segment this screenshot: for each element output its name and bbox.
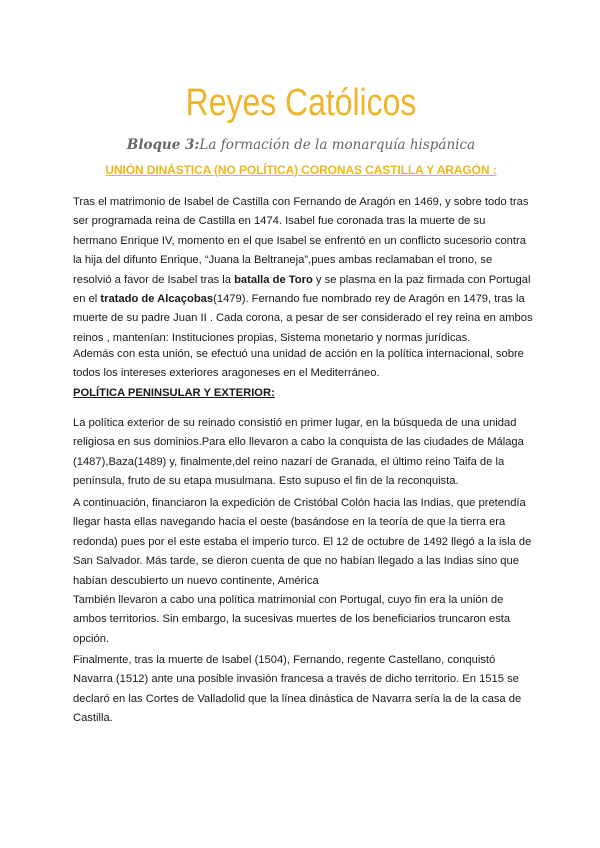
section-heading-politica: POLÍTICA PENINSULAR Y EXTERIOR: [73,387,275,399]
text-line [73,271,529,290]
text-line: Finalmente, tras la muerte de Isabel (1504), Fernando, regente Castellano, conquistó [73,654,496,666]
text-line: Tras el matrimonio de Isabel de Castilla con Fernando de Aragón en 1469, y sobre todo tras [73,196,529,208]
text-run: y se plasma en la paz firmada con Portugal [312,273,531,286]
text-line: reinos , mantenían: Instituciones propias, Sistema monetario y normas jurídicas. [73,331,471,344]
text-line: La política exterior de su reinado consistió en primer lugar, en la búsqueda de una unidad [73,417,517,429]
page-title: Reyes Católicos [185,82,417,124]
paragraph-religious-unity [73,414,529,492]
text-line: llegar hasta ellas navegando hacia el oeste (basándose en la teoría de que la tierra era [73,516,506,529]
section-heading-union: UNIÓN DINÁSTICA (NO POLÍTICA) CORONAS CASTILLA Y ARAGÓN : [105,163,497,177]
text-line: ambos territorios. Sin embargo, la sucesivas muertes de los beneficiarios truncaron esta [73,613,511,626]
text-line: San Salvador. Más tarde, se dieron cuenta de que no habían llegado a las Indias sino que [73,555,519,568]
text-line: muerte de su padre Juan II . Cada corona, a pesar de ser considerado el rey reina en ambos [73,312,533,325]
text-line: religiosa en sus dominios.Para ello llevaron a cabo la conquista de las ciudades de Málaga [73,436,524,449]
treaty-alcacobas: tratado de Alcaçobas [100,293,214,306]
text-run: resolvió a favor de Isabel tras la [73,273,235,286]
text-line: redonda) pues por el este estaba el imperio turco. El 12 de octubre de 1492 llegó a la isla de [73,535,532,548]
text-run: (1479). Fernando fue nombrado rey de Aragón en 1479, tras la [213,293,525,306]
text-line: (1487),Baza(1489) y, finalmente,del reino nazarí de Granada, el último reino Taifa de la [73,455,505,468]
battle-of-toro: batalla de Toro [234,273,313,286]
text-line: la hija del difunto Enrique, “Juana la Beltraneja”,pues ambas reclamaban el trono, se [73,254,493,267]
text-line: hermano Enrique IV, momento en el que Isabel se enfrentó en un conflicto sucesorio contra [73,234,526,247]
subtitle-text: La formación de la monarquía hispánica [199,137,476,153]
paragraph-colon [73,494,532,591]
paragraph-union [73,193,533,348]
text-line [73,290,529,309]
subtitle-label: Bloque 3: [126,137,200,153]
text-line: opción. [73,632,110,645]
text-line: También llevaron a cabo una política matrimonial con Portugal, cuyo fin era la unión de [73,594,504,606]
text-line: península, fruto de su etapa musulmana. Esto supuso el fin de la reconquista. [73,475,459,488]
text-line: Castilla. [73,712,113,725]
text-line: Además con esta unión, se efectuó una unidad de acción en la política internacional, sobre [73,348,524,360]
text-line: habían descubierto un nuevo continente, América [73,574,319,587]
text-run: en el [73,293,101,306]
text-line: todos los intereses exteriores aragoneses en el Mediterráneo. [73,367,380,380]
paragraph-portugal [73,591,529,649]
paragraph-international [73,345,529,384]
subtitle [73,137,529,153]
text-line: declaró en las Cortes de Valladolid que la línea dinástica de Navarra sería la de la casa de [73,692,522,705]
text-line: ser programada reina de Castilla en 1474. Isabel fue coronada tras la muerte de su [73,215,486,228]
paragraph-navarra [73,651,529,729]
text-line: Navarra (1512) ante una posible invasión francesa a través de dicho territorio. En 1515 se [73,673,519,686]
text-line: A continuación, financiaron la expedición de Cristóbal Colón hacia las Indias, que pretendía [73,497,526,509]
